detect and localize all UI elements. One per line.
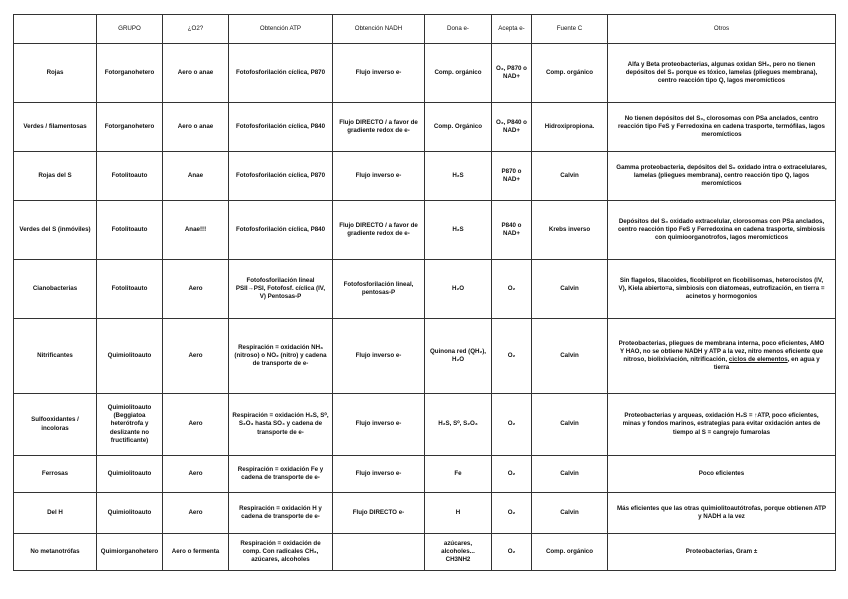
atp-cell: Respiración = oxidación H y cadena de transporte de e- <box>229 493 333 534</box>
otros-cell: Alfa y Beta proteobacterias, algunas oxidan SH₂, pero no tienen depósitos del S₀ porque es tóxico, lamelas (pliegues membrana), centro reacción tipo Q, lagos meromícticos <box>608 44 836 103</box>
acepta-cell: O₂ <box>492 493 532 534</box>
header-cell-acepta: Acepta e- <box>492 15 532 44</box>
atp-cell: Respiración = oxidación H₂S, S⁰, S₂O₃ hasta SO₄ y cadena de transporte de e- <box>229 394 333 456</box>
dona-cell: H₂S <box>425 152 492 201</box>
grupo-cell: Quimiolitoauto <box>97 493 163 534</box>
row-name-cell: Nitrificantes <box>14 319 97 394</box>
row-name-cell: Verdes del S (inmóviles) <box>14 201 97 260</box>
dona-cell: H₂O <box>425 260 492 319</box>
ciclos-elementos-link[interactable]: ciclos de elementos <box>728 356 788 363</box>
o2-cell: Aero <box>163 319 229 394</box>
acepta-cell: P840 o NAD+ <box>492 201 532 260</box>
table-row-sulfooxidantes <box>14 394 836 456</box>
fuente-cell: Comp. orgánico <box>532 44 608 103</box>
header-cell-grupo: GRUPO <box>97 15 163 44</box>
fuente-cell: Hidroxipropiona. <box>532 103 608 152</box>
grupo-cell: Fotorganohetero <box>97 103 163 152</box>
otros-cell: Sin flagelos, tilacoides, ficobiliprot en ficobilisomas, heterocistos (IV, V), Kiela abierto=a, simbiosis con diatomeas, eutrofización, en tierra = acinetos y hormogonios <box>608 260 836 319</box>
atp-cell: Fotofosforilación cíclica, P840 <box>229 103 333 152</box>
o2-cell: Aero <box>163 456 229 493</box>
grupo-cell: Fotolitoauto <box>97 201 163 260</box>
grupo-cell: Quimiolitoauto (Beggiatoa heterótrofa y deslizante no fructificante) <box>97 394 163 456</box>
otros-cell: Más eficientes que las otras quimiolitoautótrofas, porque obtienen ATP y NADH a la vez <box>608 493 836 534</box>
acepta-cell: O₂ <box>492 456 532 493</box>
otros-cell: Proteobacterias y arqueas, oxidación H₂S = ↑ATP, poco eficientes, minas y fondos marinos, estrategias para evitar oxidación antes de tiempo al S = cangrejo fumarolas <box>608 394 836 456</box>
atp-cell: Respiración = oxidación NH₃ (nitroso) o NO₂ (nitro) y cadena de transporte de e- <box>229 319 333 394</box>
acepta-cell: O₂ <box>492 260 532 319</box>
otros-text-tail: , en agua y tierra <box>713 356 820 372</box>
atp-cell: Fotofosforilación cíclica, P870 <box>229 44 333 103</box>
row-name-cell: No metanotrófas <box>14 534 97 571</box>
otros-cell: Gamma proteobacteria, depósitos del S₀ oxidado intra o extracelulares, lamelas (pliegues membrana), centro reacción tipo Q, lagos meromícticos <box>608 152 836 201</box>
fuente-cell: Calvin <box>532 493 608 534</box>
row-name-cell: Rojas <box>14 44 97 103</box>
nadh-cell: Flujo DIRECTO e- <box>333 493 425 534</box>
o2-cell: Anae!!! <box>163 201 229 260</box>
o2-cell: Aero <box>163 260 229 319</box>
nadh-cell <box>333 534 425 571</box>
header-cell-atp: Obtención ATP <box>229 15 333 44</box>
fuente-cell: Calvin <box>532 394 608 456</box>
o2-cell: Aero o anae <box>163 44 229 103</box>
grupo-cell: Fotorganohetero <box>97 44 163 103</box>
grupo-cell: Quimiorganohetero <box>97 534 163 571</box>
dona-cell: H₂S <box>425 201 492 260</box>
nadh-cell: Flujo DIRECTO / a favor de gradiente redox de e- <box>333 103 425 152</box>
o2-cell: Aero <box>163 394 229 456</box>
dona-cell: Comp. Orgánico <box>425 103 492 152</box>
atp-cell: Fotofosforilación cíclica, P840 <box>229 201 333 260</box>
dona-cell: H₂S, S⁰, S₂O₃ <box>425 394 492 456</box>
dona-cell: Comp. orgánico <box>425 44 492 103</box>
acepta-cell: O₂ <box>492 534 532 571</box>
table-row-verdes <box>14 103 836 152</box>
otros-cell: Poco eficientes <box>608 456 836 493</box>
fuente-cell: Comp. orgánico <box>532 534 608 571</box>
header-cell-o2: ¿O2? <box>163 15 229 44</box>
fuente-cell: Krebs inverso <box>532 201 608 260</box>
header-cell-dona: Dona e- <box>425 15 492 44</box>
table-row-cianobacterias <box>14 260 836 319</box>
table-row-verdes-del-s <box>14 201 836 260</box>
acepta-cell: O₂, P870 o NAD+ <box>492 44 532 103</box>
nadh-cell: Flujo inverso e- <box>333 44 425 103</box>
otros-cell: Depósitos del S₀ oxidado extracelular, clorosomas con PSa anclados, centro reacción tipo FeS y Ferredoxina en cadena trasporte, simbiosis con quimioorganotrofos, lagos meromícticos <box>608 201 836 260</box>
fuente-cell: Calvin <box>532 152 608 201</box>
o2-cell: Aero <box>163 493 229 534</box>
nadh-cell: Flujo DIRECTO / a favor de gradiente redox de e- <box>333 201 425 260</box>
acepta-cell: P870 o NAD+ <box>492 152 532 201</box>
grupo-cell: Quimiolitoauto <box>97 319 163 394</box>
grupo-cell: Fotolitoauto <box>97 152 163 201</box>
table-row-nitrificantes <box>14 319 836 394</box>
grupo-cell: Quimiolitoauto <box>97 456 163 493</box>
nadh-cell: Flujo inverso e- <box>333 152 425 201</box>
table-row-no-metanotrofas <box>14 534 836 571</box>
grupo-cell: Fotolitoauto <box>97 260 163 319</box>
header-row <box>14 15 836 44</box>
nadh-cell: Flujo inverso e- <box>333 456 425 493</box>
row-name-cell: Rojas del S <box>14 152 97 201</box>
dona-cell: Fe <box>425 456 492 493</box>
table-row-del-h <box>14 493 836 534</box>
o2-cell: Aero o fermenta <box>163 534 229 571</box>
metabolism-table-sheet <box>13 14 835 571</box>
dona-cell: azúcares, alcoholes... CH3NH2 <box>425 534 492 571</box>
o2-cell: Anae <box>163 152 229 201</box>
table-row-rojas-del-s <box>14 152 836 201</box>
row-name-cell: Verdes / filamentosas <box>14 103 97 152</box>
otros-text: Proteobacterias, pliegues de membrana interna, poco eficientes, AMO Y HAO, no se obtiene NADH y ATP a la vez, nitro menos eficiente que nitroso, biolixiviación, nitrificación, <box>618 339 825 363</box>
otros-cell <box>608 319 836 394</box>
o2-cell: Aero o anae <box>163 103 229 152</box>
row-name-cell: Sulfooxidantes / incoloras <box>14 394 97 456</box>
header-cell-fuente: Fuente C <box>532 15 608 44</box>
header-cell-blank <box>14 15 97 44</box>
acepta-cell: O₂, P840 o NAD+ <box>492 103 532 152</box>
nadh-cell: Flujo inverso e- <box>333 319 425 394</box>
fuente-cell: Calvin <box>532 260 608 319</box>
fuente-cell: Calvin <box>532 456 608 493</box>
atp-cell: Respiración = oxidación de comp. Con radicales CH₃, azúcares, alcoholes <box>229 534 333 571</box>
row-name-cell: Del H <box>14 493 97 534</box>
dona-cell: H <box>425 493 492 534</box>
dona-cell: Quinona red (QH₂), H₂O <box>425 319 492 394</box>
row-name-cell: Cianobacterias <box>14 260 97 319</box>
table-row-rojas <box>14 44 836 103</box>
nadh-cell: Fotofosforilación lineal, pentosas-P <box>333 260 425 319</box>
metabolism-table <box>13 14 836 571</box>
atp-cell: Fotofosforilación lineal PSII→PSI, Fotofosf. cíclica (IV, V) Pentosas-P <box>229 260 333 319</box>
atp-cell: Respiración = oxidación Fe y cadena de transporte de e- <box>229 456 333 493</box>
nadh-cell: Flujo inverso e- <box>333 394 425 456</box>
fuente-cell: Calvin <box>532 319 608 394</box>
acepta-cell: O₂ <box>492 319 532 394</box>
header-cell-otros: Otros <box>608 15 836 44</box>
otros-cell: No tienen depósitos del S₀, clorosomas con PSa anclados, centro reacción tipo FeS y Ferredoxina en cadena trasporte, termófilas, lagos meromícticos <box>608 103 836 152</box>
acepta-cell: O₂ <box>492 394 532 456</box>
table-row-ferrosas <box>14 456 836 493</box>
atp-cell: Fotofosforilación cíclica, P870 <box>229 152 333 201</box>
header-cell-nadh: Obtención NADH <box>333 15 425 44</box>
row-name-cell: Ferrosas <box>14 456 97 493</box>
otros-cell: Proteobacterias, Gram ± <box>608 534 836 571</box>
